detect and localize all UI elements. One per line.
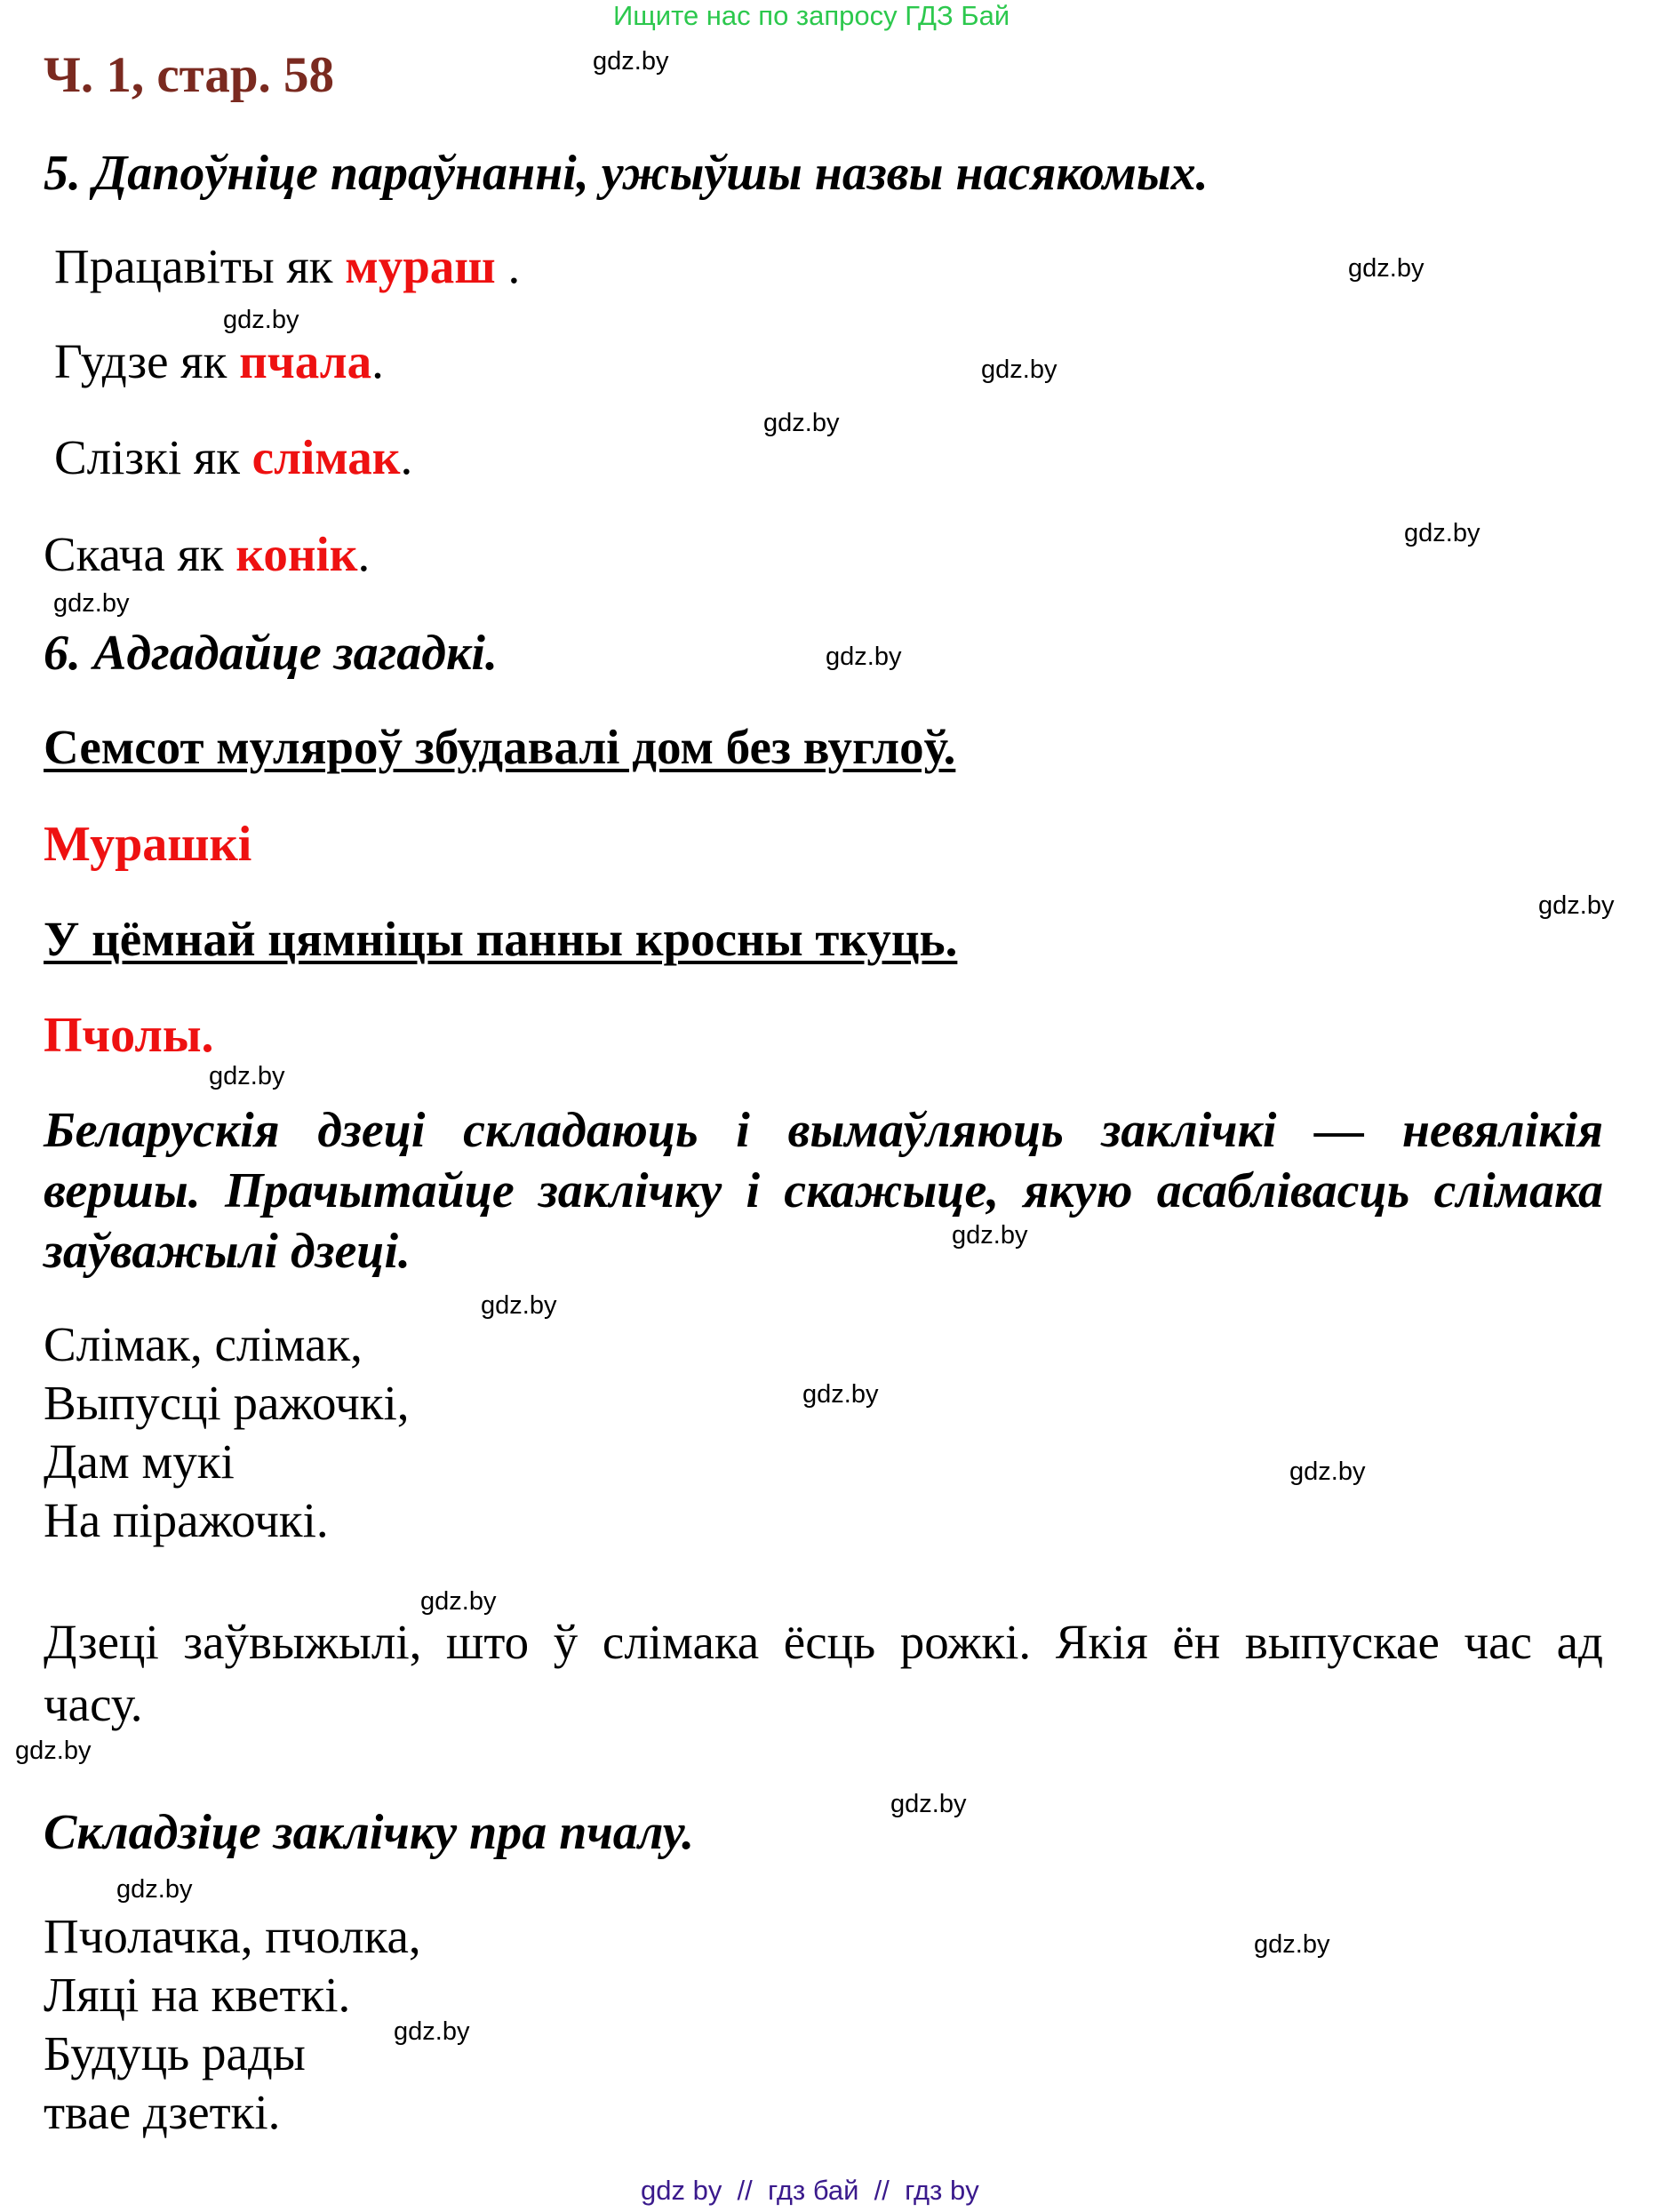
- task-6-title: 6. Адгадайце загадкі.: [44, 626, 498, 681]
- answer-word: мураш: [345, 239, 496, 293]
- watermark: gdz.by: [826, 643, 902, 671]
- poem-line: Слімак, слімак,: [44, 1317, 363, 1371]
- watermark: gdz.by: [890, 1790, 967, 1818]
- comparison-end: .: [371, 334, 384, 388]
- comparison-text: Гудзе як: [54, 334, 240, 388]
- riddle-answer: Мурашкі: [44, 817, 252, 872]
- watermark: gdz.by: [481, 1291, 557, 1320]
- poem-line: твае дзеткі.: [44, 2085, 281, 2139]
- watermark: gdz.by: [1254, 1930, 1330, 1959]
- comparison-text: Працавіты як: [54, 239, 346, 293]
- instruction-line: вершы. Прачытайце заклічку і скажыце, якую асаблівасць слімака: [44, 1163, 1603, 1218]
- riddle-answer: Пчолы.: [44, 1008, 214, 1063]
- instruction-line: заўважылі дзеці.: [44, 1224, 411, 1279]
- watermark: gdz.by: [223, 306, 299, 334]
- comparison-line: [54, 429, 412, 485]
- watermark: gdz.by: [1538, 891, 1615, 920]
- answer-word: пчала: [239, 334, 372, 388]
- watermark: gdz.by: [952, 1221, 1028, 1250]
- riddle-question: У цёмнай цямніцы панны кросны ткуць.: [44, 912, 958, 966]
- comparison-line: [54, 333, 384, 389]
- comparison-end: .: [357, 527, 371, 581]
- answer-line: Дзеці заўвыжылі, што ў слімака ёсць рожкі. Якія ён выпускае час ад: [44, 1615, 1603, 1669]
- footer-links[interactable]: gdz by // гдз бай // гдз by: [641, 2175, 979, 2206]
- comparison-line: [54, 238, 520, 294]
- watermark: gdz.by: [802, 1380, 879, 1409]
- poem-line: Дам мукі: [44, 1434, 235, 1489]
- answer-line: часу.: [44, 1677, 143, 1731]
- poem-line: Выпусці ражочкі,: [44, 1376, 410, 1430]
- snail-poem: [44, 1315, 409, 1550]
- comparison-text: Слізкі як: [54, 430, 252, 484]
- task-7-instruction: [44, 1100, 1603, 1282]
- watermark: gdz.by: [116, 1875, 193, 1904]
- top-banner[interactable]: Ищите нас по запросу ГДЗ Бай: [613, 0, 1010, 31]
- comparison-text: Скача як: [44, 527, 236, 581]
- comparison-end: .: [495, 239, 521, 293]
- task-8-title: Складзіце заклічку пра пчалу.: [44, 1805, 695, 1860]
- poem-line: Ляці на кветкі.: [44, 1968, 351, 2022]
- answer-word: конік: [235, 527, 358, 581]
- watermark: gdz.by: [593, 47, 669, 76]
- watermark: gdz.by: [420, 1587, 497, 1616]
- riddle-question: Семсот муляроў збудавалі дом без вуглоў.: [44, 720, 956, 774]
- comparison-line: [44, 526, 370, 582]
- page-title: Ч. 1, стар. 58: [44, 47, 335, 103]
- comparison-end: .: [400, 430, 413, 484]
- watermark: gdz.by: [1348, 254, 1425, 283]
- watermark: gdz.by: [15, 1737, 92, 1765]
- instruction-line: Беларускія дзеці складаюць і вымаўляюць заклічкі — невялікія: [44, 1103, 1603, 1158]
- watermark: gdz.by: [763, 409, 840, 437]
- watermark: gdz.by: [53, 589, 130, 618]
- poem-line: Пчолачка, пчолка,: [44, 1909, 421, 1963]
- watermark: gdz.by: [209, 1062, 285, 1090]
- answer-word: слімак: [251, 430, 401, 484]
- watermark: gdz.by: [394, 2017, 470, 2046]
- poem-line: На піражочкі.: [44, 1493, 329, 1547]
- task-5-title: 5. Дапоўніце параўнанні, ужыўшы назвы насякомых.: [44, 146, 1209, 201]
- task-7-answer: [44, 1611, 1603, 1736]
- bee-poem: [44, 1907, 421, 2142]
- watermark: gdz.by: [981, 355, 1057, 384]
- watermark: gdz.by: [1289, 1457, 1366, 1486]
- poem-line: Будуць рады: [44, 2026, 306, 2080]
- watermark: gdz.by: [1404, 519, 1480, 547]
